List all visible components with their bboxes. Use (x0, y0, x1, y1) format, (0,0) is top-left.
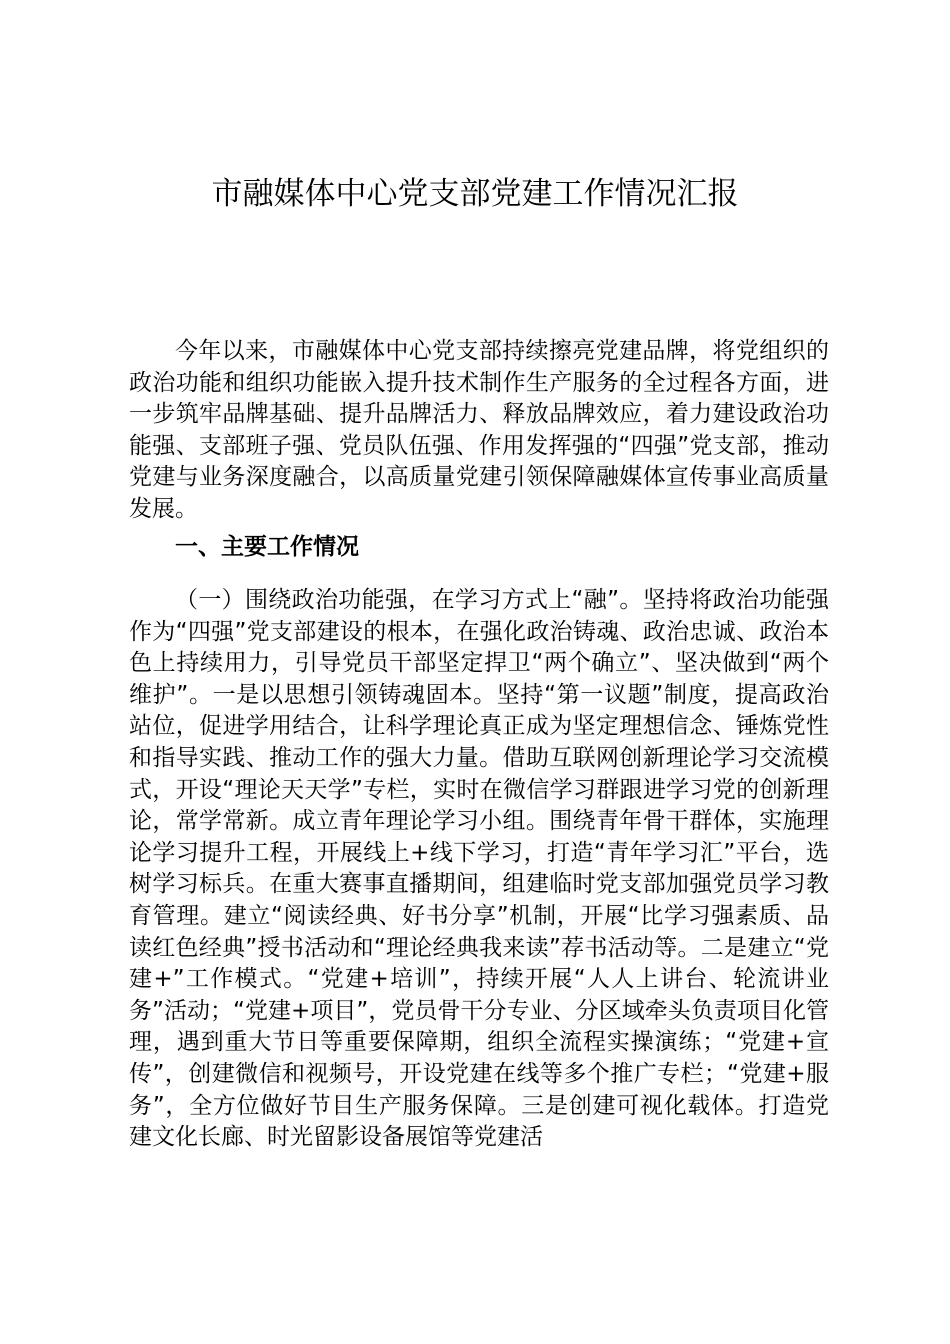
body-paragraph: （一）围绕政治功能强，在学习方式上“融”。坚持将政治功能强作为“四强”党支部建设的根本，在强化政治铸魂、政治忠诚、政治本色上持续用力，引导党员干部坚定捍卫“两个确立”、坚决做到“两个维护”。一是以思想引领铸魂固本。坚持“第一议题”制度，提高政治站位，促进学用结合，让科学理论真正成为坚定理想信念、锤炼党性和指导实践、推动工作的强大力量。借助互联网创新理论学习交流模式，开设“理论天天学”专栏，实时在微信学习群跟进学习党的创新理论，常学常新。成立青年理论学习小组。围绕青年骨干群体，实施理论学习提升工程，开展线上+线下学习，打造“青年学习汇”平台，选树学习标兵。在重大赛事直播期间，组建临时党支部加强党员学习教育管理。建立“阅读经典、好书分享”机制，开展“比学习强素质、品读红色经典”授书活动和“理论经典我来读”荐书活动等。二是建立“党建+”工作模式。“党建+培训”，持续开展“人人上讲台、轮流讲业务”活动；“党建+项目”，党员骨干分专业、分区域牵头负责项目化管理，遇到重大节日等重要保障期，组织全流程实操演练；“党建+宣传”，创建微信和视频号，开设党建在线等多个推广专栏；“党建+服务”，全方位做好节目生产服务保障。三是创建可视化载体。打造党建文化长廊、时光留影设备展馆等党建活 (129, 587, 829, 1151)
intro-paragraph: 今年以来，市融媒体中心党支部持续擦亮党建品牌，将党组织的政治功能和组织功能嵌入提升技术制作生产服务的全过程各方面，进一步筑牢品牌基础、提升品牌活力、释放品牌效应，着力建设政治功能强、支部班子强、党员队伍强、作用发挥强的“四强”党支部，推动党建与业务深度融合，以高质量党建引领保障融媒体宣传事业高质量发展。 (129, 338, 829, 522)
document-title: 市融媒体中心党支部党建工作情况汇报 (211, 176, 739, 212)
section-heading: 一、主要工作情况 (175, 534, 359, 560)
